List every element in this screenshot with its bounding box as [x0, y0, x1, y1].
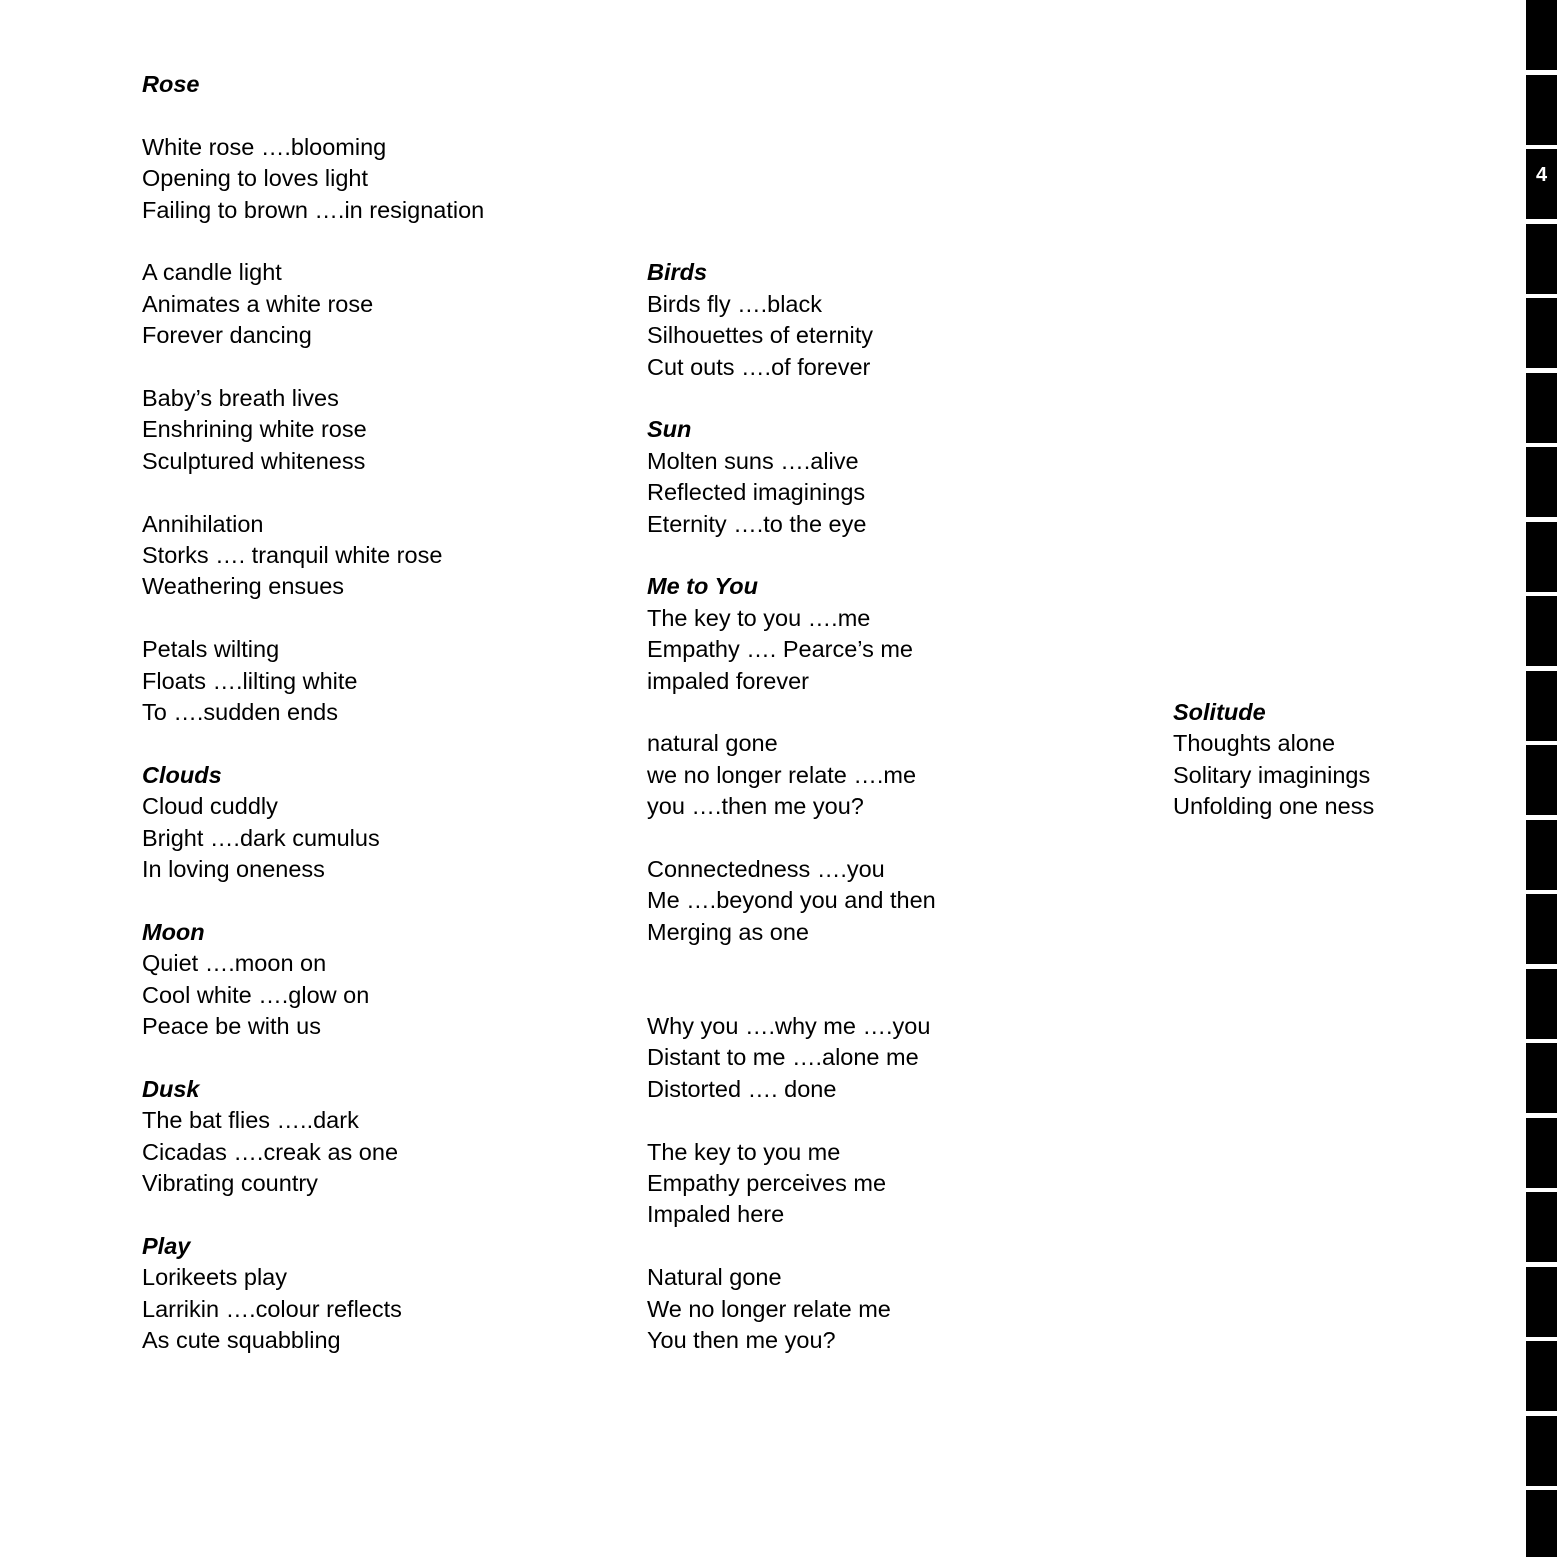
poem-line: Impaled here	[647, 1201, 785, 1227]
index-tab	[1526, 522, 1557, 592]
poem-line: Merging as one	[647, 919, 809, 945]
poem-title: Rose	[142, 71, 200, 97]
poem-line: Cool white ….glow on	[142, 982, 370, 1008]
poem-line: Eternity ….to the eye	[647, 511, 867, 537]
poem-line: Connectedness ….you	[647, 856, 885, 882]
poem-line: impaled forever	[647, 668, 809, 694]
poem-line: Birds fly ….black	[647, 291, 822, 317]
poem-title: Moon	[142, 919, 205, 945]
poem-title: Birds	[647, 259, 708, 285]
poem-line: Floats ….lilting white	[142, 668, 358, 694]
poem-title: Play	[142, 1233, 191, 1259]
poem-line: Distorted …. done	[647, 1076, 837, 1102]
page-edge-tab-strip	[1526, 0, 1557, 1557]
poem-line: Weathering ensues	[142, 573, 345, 599]
poem-title: Me to You	[647, 573, 758, 599]
poem-line: Failing to brown ….in resignation	[142, 197, 485, 223]
poem-line: Why you ….why me ….you	[647, 1013, 931, 1039]
poem-line: Forever dancing	[142, 322, 312, 348]
index-tab	[1526, 1341, 1557, 1411]
poem-line: Me ….beyond you and then	[647, 887, 936, 913]
poem-line: Quiet ….moon on	[142, 950, 327, 976]
poem-line: Reflected imaginings	[647, 479, 866, 505]
index-tab	[1526, 969, 1557, 1039]
poem-line: Petals wilting	[142, 636, 280, 662]
poem-title: Dusk	[142, 1076, 200, 1102]
poem-line: Natural gone	[647, 1264, 782, 1290]
poem-line: We no longer relate me	[647, 1296, 891, 1322]
index-tab	[1526, 1416, 1557, 1486]
index-tab	[1526, 596, 1557, 666]
index-tab	[1526, 75, 1557, 145]
index-tab	[1526, 1118, 1557, 1188]
poem-line: Solitary imaginings	[1173, 762, 1371, 788]
poem-line: Bright ….dark cumulus	[142, 825, 380, 851]
index-tab	[1526, 671, 1557, 741]
index-tab	[1526, 820, 1557, 890]
poem-line: Molten suns ….alive	[647, 448, 859, 474]
poem-line: Cicadas ….creak as one	[142, 1139, 399, 1165]
poem-line: Sculptured whiteness	[142, 448, 366, 474]
page-number: 4	[1535, 164, 1548, 186]
poem-line: Peace be with us	[142, 1013, 321, 1039]
poem-line: A candle light	[142, 259, 282, 285]
poem-line: Larrikin ….colour reflects	[142, 1296, 402, 1322]
index-tab	[1526, 224, 1557, 294]
poem-line: Cloud cuddly	[142, 793, 278, 819]
index-tab	[1526, 1192, 1557, 1262]
poem-line: Distant to me ….alone me	[647, 1044, 919, 1070]
poem-title: Sun	[647, 416, 692, 442]
poem-line: Enshrining white rose	[142, 416, 367, 442]
poem-line: you ….then me you?	[647, 793, 864, 819]
index-tab	[1526, 1267, 1557, 1337]
poem-line: In loving oneness	[142, 856, 325, 882]
poem-line: Silhouettes of eternity	[647, 322, 873, 348]
poem-line: we no longer relate ….me	[647, 762, 917, 788]
index-tab	[1526, 1490, 1557, 1557]
poem-line: Unfolding one ness	[1173, 793, 1375, 819]
poem-line: Cut outs ….of forever	[647, 354, 871, 380]
index-tab	[1526, 298, 1557, 368]
index-tab	[1526, 0, 1557, 70]
index-tab	[1526, 1043, 1557, 1113]
poem-line: Vibrating country	[142, 1170, 318, 1196]
poem-line: Lorikeets play	[142, 1264, 287, 1290]
index-tab	[1526, 745, 1557, 815]
poem-line: Thoughts alone	[1173, 730, 1336, 756]
index-tab	[1526, 373, 1557, 443]
poem-line: Baby’s breath lives	[142, 385, 339, 411]
poem-line: Opening to loves light	[142, 165, 369, 191]
poem-line: As cute squabbling	[142, 1327, 341, 1353]
poem-line: Storks …. tranquil white rose	[142, 542, 443, 568]
poem-line: Empathy perceives me	[647, 1170, 887, 1196]
poem-line: Animates a white rose	[142, 291, 374, 317]
poem-title: Solitude	[1173, 699, 1266, 725]
poem-title: Clouds	[142, 762, 222, 788]
poem-line: Annihilation	[142, 511, 264, 537]
poem-line: The key to you ….me	[647, 605, 871, 631]
poem-line: To ….sudden ends	[142, 699, 338, 725]
poem-line: natural gone	[647, 730, 778, 756]
poem-line: The bat flies …..dark	[142, 1107, 359, 1133]
index-tab	[1526, 447, 1557, 517]
poem-line: The key to you me	[647, 1139, 841, 1165]
poem-line: Empathy …. Pearce’s me	[647, 636, 914, 662]
poem-line: You then me you?	[647, 1327, 836, 1353]
index-tab	[1526, 894, 1557, 964]
poem-line: White rose ….blooming	[142, 134, 387, 160]
